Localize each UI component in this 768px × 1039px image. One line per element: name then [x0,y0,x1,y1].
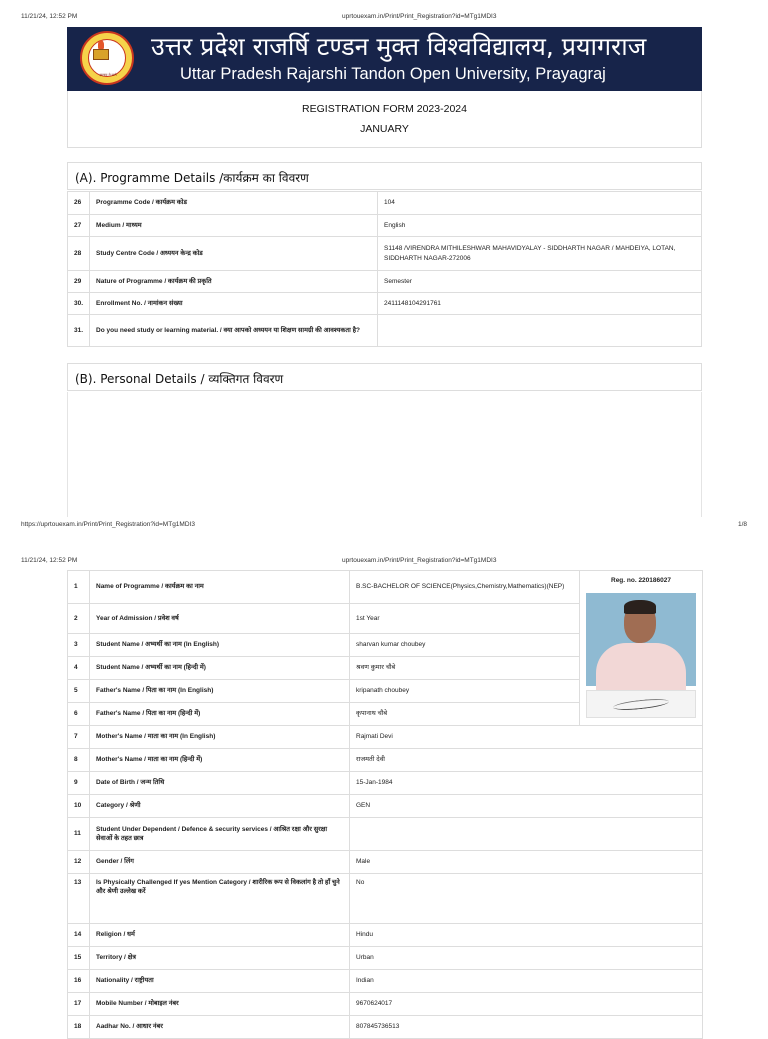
print-footer [0,521,768,533]
row-number: 12 [68,851,90,874]
print-footer-url: https://uprtouexam.in/Print/Print_Registration?id=MTg1MDI3 [21,521,195,528]
row-number: 13 [68,874,90,924]
table-row [68,818,703,851]
row-value: 15-Jan-1984 [350,772,703,795]
table-row [68,315,702,347]
form-title-box [67,91,702,148]
section-b-title: (B). Personal Details / व्यक्तिगत विवरण [67,363,702,391]
row-number: 8 [68,749,90,772]
row-value [378,315,702,347]
row-label: Nature of Programme / कार्यक्रम की प्रकृति [90,271,378,293]
row-label: Year of Admission / प्रवेश वर्ष [90,604,350,634]
table-row [68,293,702,315]
row-label: Religion / धर्म [90,924,350,947]
row-label: Name of Programme / कार्यक्रम का नाम [90,571,350,604]
university-seal-icon [80,31,134,85]
row-label: Programme Code / कार्यक्रम कोड [90,192,378,215]
table-row [68,271,702,293]
row-label: Is Physically Challenged If yes Mention Category / शारीरिक रूप से विकलांग है तो हाँ चुने और श्रेणी उल्लेख करें [90,874,350,924]
row-number: 3 [68,634,90,657]
row-value: 104 [378,192,702,215]
table-row [68,749,703,772]
form-title: REGISTRATION FORM 2023-2024 [302,103,467,115]
row-number: 1 [68,571,90,604]
row-number: 30. [68,293,90,315]
row-label: Mobile Number / मोबाइल नंबर [90,993,350,1016]
university-banner [67,27,702,91]
university-name-english: Uttar Pradesh Rajarshi Tandon Open University, Prayagraj [180,65,606,83]
print-header [0,13,768,25]
table-row [68,571,703,604]
row-value: sharvan kumar choubey [350,634,580,657]
form-session: JANUARY [360,123,409,135]
row-label: Student Under Dependent / Defence & security services / आश्रित रक्षा और सुरक्षा सेवाओं के तहत छात्र [90,818,350,851]
row-label: Mother's Name / माता का नाम (In English) [90,726,350,749]
row-value: 1st Year [350,604,580,634]
row-label: Enrollment No. / नामांकन संख्या [90,293,378,315]
table-row [68,192,702,215]
row-value: B.SC-BACHELOR OF SCIENCE(Physics,Chemistry,Mathematics)(NEP) [350,571,580,604]
row-value: 807845736513 [350,1016,703,1039]
row-value: Male [350,851,703,874]
page-number: 1/8 [737,521,747,528]
row-value: Semester [378,271,702,293]
row-value: S1148 /VIRENDRA MITHILESHWAR MAHAVIDYALAY - SIDDHARTH NAGAR / MAHDEIYA, LOTAN, SIDDHARTH NAGAR-272006 [378,237,702,271]
row-value: Rajmati Devi [350,726,703,749]
row-label: Nationality / राष्ट्रीयता [90,970,350,993]
table-row [68,1016,703,1039]
row-number: 2 [68,604,90,634]
print-url: uprtouexam.in/Print/Print_Registration?id=MTg1MDI3 [342,13,497,20]
table-row [68,947,703,970]
row-label: Gender / लिंग [90,851,350,874]
row-number: 31. [68,315,90,347]
row-label: Father's Name / पिता का नाम (हिन्दी में) [90,703,350,726]
row-value: kripanath choubey [350,680,580,703]
row-value: श्रवण कुमार चौबे [350,657,580,680]
row-number: 26 [68,192,90,215]
personal-details-table [67,570,703,1039]
row-value: No [350,874,703,924]
row-value: राजमती देवी [350,749,703,772]
row-number: 10 [68,795,90,818]
row-label: Territory / क्षेत्र [90,947,350,970]
row-value: GEN [350,795,703,818]
row-number: 16 [68,970,90,993]
row-value: कृपानाथ चौबे [350,703,580,726]
row-number: 15 [68,947,90,970]
page-separator [0,533,768,551]
university-name-hindi: उत्तर प्रदेश राजर्षि टण्डन मुक्त विश्वविद्यालय, प्रयागराज [151,32,647,61]
row-number: 7 [68,726,90,749]
row-label: Student Name / अभ्यर्थी का नाम (हिन्दी में) [90,657,350,680]
row-label: Student Name / अभ्यर्थी का नाम (In English) [90,634,350,657]
table-row [68,970,703,993]
row-value [350,818,703,851]
row-number: 14 [68,924,90,947]
row-number: 5 [68,680,90,703]
row-label: Do you need study or learning material. / क्या आपको अध्ययन या शिक्षण सामग्री की आवश्यकता है? [90,315,378,347]
row-number: 11 [68,818,90,851]
row-value: 9670624017 [350,993,703,1016]
student-signature [586,690,696,718]
row-label: Category / श्रेणी [90,795,350,818]
row-label: Medium / माध्यम [90,215,378,237]
table-row [68,993,703,1016]
row-label: Aadhar No. / आधार नंबर [90,1016,350,1039]
row-number: 28 [68,237,90,271]
table-row [68,874,703,924]
table-row [68,237,702,271]
table-row [68,215,702,237]
row-number: 18 [68,1016,90,1039]
print-datetime: 11/21/24, 12:52 PM [21,557,78,564]
row-label: Mother's Name / माता का नाम (हिन्दी में) [90,749,350,772]
photo-cell [580,571,703,726]
print-url: uprtouexam.in/Print/Print_Registration?id=MTg1MDI3 [342,557,497,564]
programme-details-table [67,191,702,347]
row-label: Father's Name / पिता का नाम (In English) [90,680,350,703]
row-value: Urban [350,947,703,970]
row-label: Study Centre Code / अध्ययन केन्द्र कोड [90,237,378,271]
row-value: Hindu [350,924,703,947]
row-number: 29 [68,271,90,293]
row-value: English [378,215,702,237]
row-number: 6 [68,703,90,726]
table-row [68,924,703,947]
table-row [68,795,703,818]
table-row [68,851,703,874]
print-header-page-2 [0,557,768,569]
row-value: Indian [350,970,703,993]
row-value: 2411148104291761 [378,293,702,315]
row-number: 27 [68,215,90,237]
print-datetime: 11/21/24, 12:52 PM [21,13,78,20]
row-number: 17 [68,993,90,1016]
row-number: 9 [68,772,90,795]
table-row [68,726,703,749]
student-photo [586,593,696,686]
section-b-empty-area [67,392,702,517]
row-label: Date of Birth / जन्म तिथि [90,772,350,795]
section-a-title: (A). Programme Details /कार्यक्रम का विवरण [67,162,702,190]
table-row [68,772,703,795]
row-number: 4 [68,657,90,680]
seal-motto: ज्ञानाय मे यत्ने [99,73,117,77]
registration-number: Reg. no. 220186027 [611,577,671,584]
